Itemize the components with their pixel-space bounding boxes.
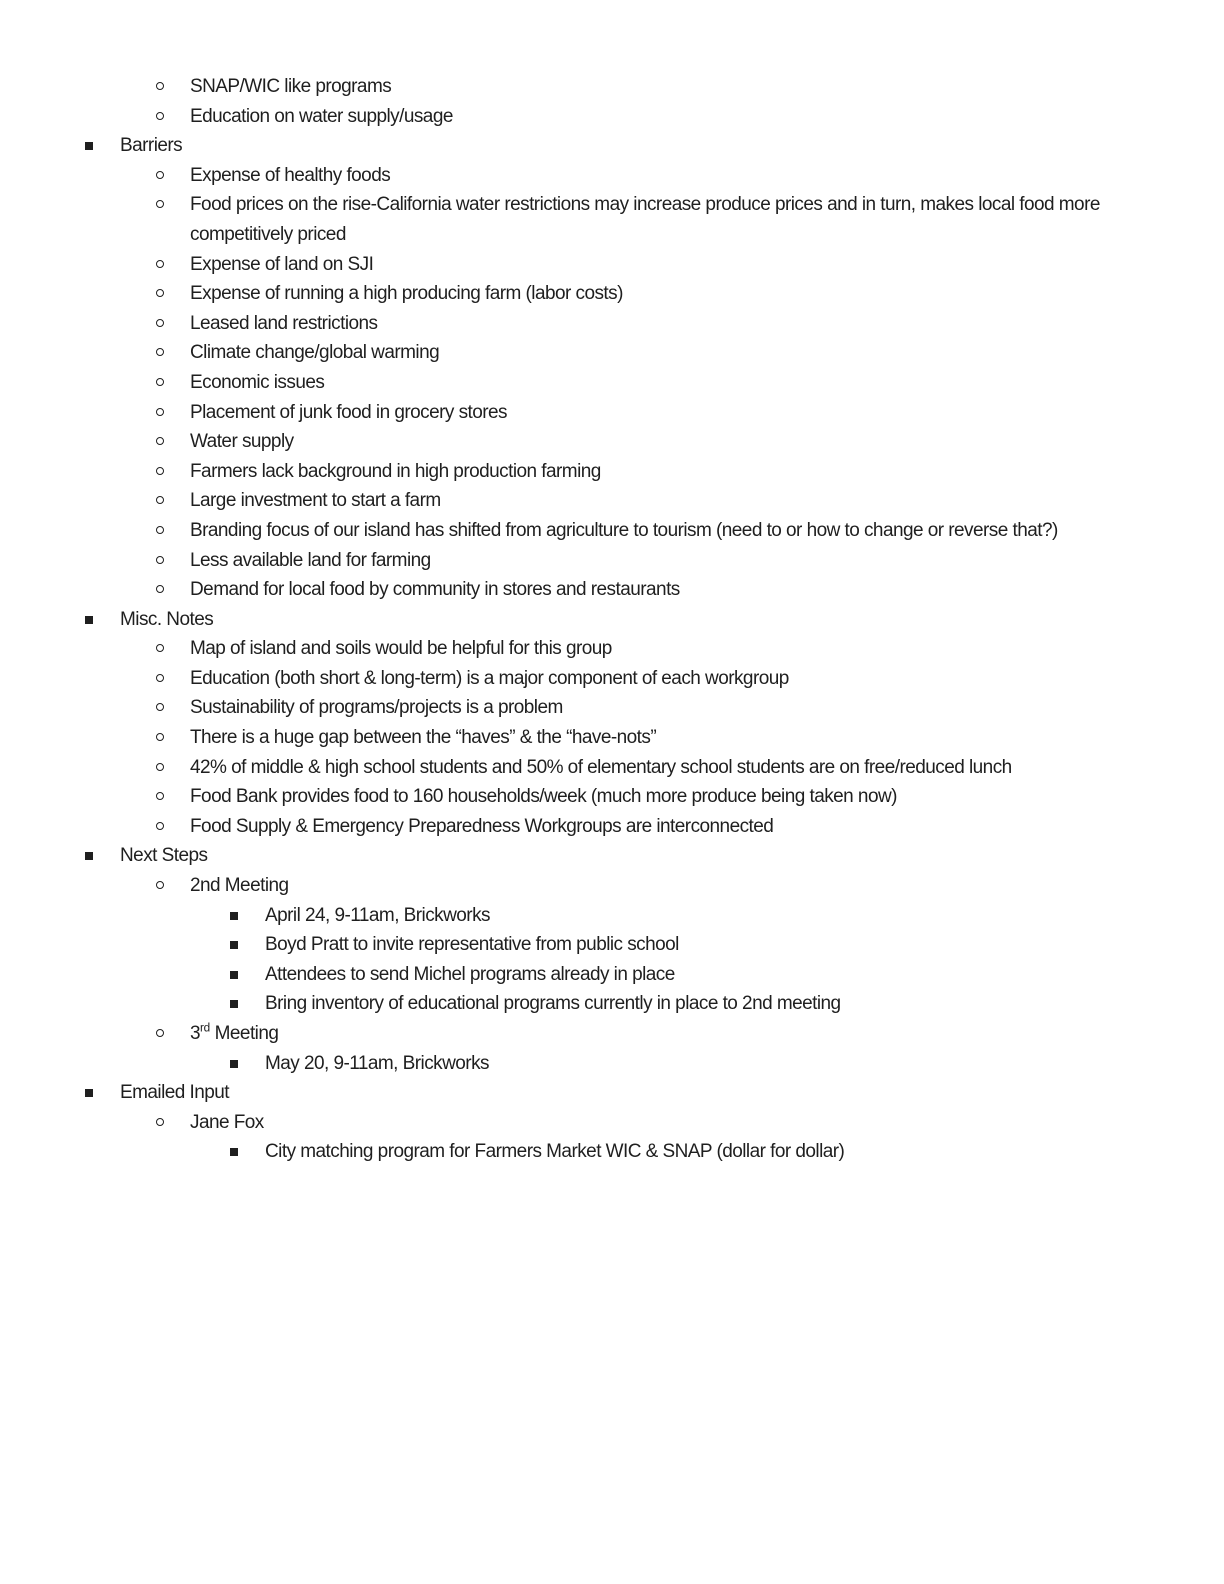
list-item-text: Leased land restrictions [190, 312, 378, 334]
list-item-text: Sustainability of programs/projects is a problem [190, 697, 563, 719]
list-item [0, 1137, 1224, 1167]
list-item [0, 634, 1224, 664]
bullet-square-icon [85, 142, 93, 150]
notes-list [0, 72, 1224, 1167]
list-item-text: Climate change/global warming [190, 342, 440, 364]
bullet-square-icon [230, 941, 238, 949]
list-item [0, 723, 1224, 753]
list-item [0, 753, 1224, 783]
list-item-text: Education (both short & long-term) is a major component of each workgroup [190, 667, 789, 689]
bullet-square-icon [230, 1060, 238, 1068]
list-item-text: Expense of land on SJI [190, 253, 374, 275]
list-item-text: SNAP/WIC like programs [190, 76, 392, 97]
list-item-text: Expense of healthy foods [190, 164, 391, 186]
list-item [0, 486, 1224, 516]
list-item [0, 516, 1224, 546]
bullet-circle-icon [156, 200, 164, 208]
list-item-text: Large investment to start a farm [190, 490, 441, 512]
bullet-square-icon [85, 1089, 93, 1097]
bullet-circle-icon [156, 526, 164, 534]
list-item [0, 131, 1224, 161]
list-item-text: Expense of running a high producing farm (labor costs) [190, 283, 623, 305]
list-item [0, 457, 1224, 487]
list-item-text: Bring inventory of educational programs currently in place to 2nd meeting [265, 993, 841, 1015]
list-item [0, 102, 1224, 132]
bullet-circle-icon [156, 112, 164, 120]
list-item [0, 72, 1224, 102]
list-item [0, 901, 1224, 931]
list-item [0, 427, 1224, 457]
bullet-circle-icon [156, 792, 164, 800]
bullet-circle-icon [156, 674, 164, 682]
list-item [0, 575, 1224, 605]
list-item [0, 398, 1224, 428]
bullet-circle-icon [156, 1029, 164, 1037]
list-item [0, 812, 1224, 842]
list-item-text: Attendees to send Michel programs already in place [265, 963, 675, 985]
bullet-circle-icon [156, 496, 164, 504]
list-item [0, 279, 1224, 309]
list-item [0, 161, 1224, 191]
list-item-text: Education on water supply/usage [190, 105, 453, 127]
list-item [0, 546, 1224, 576]
list-item [0, 338, 1224, 368]
bullet-circle-icon [156, 171, 164, 179]
list-item-text: There is a huge gap between the “haves” & the “have-nots” [190, 727, 657, 749]
list-item-text: Misc. Notes [120, 608, 214, 630]
list-item-text: Food prices on the rise-California water restrictions may increase produce prices and in turn, makes local food more competitively priced [190, 194, 1100, 245]
list-item-text: Economic issues [190, 371, 325, 393]
bullet-circle-icon [156, 82, 164, 90]
bullet-circle-icon [156, 408, 164, 416]
bullet-circle-icon [156, 319, 164, 327]
list-item [0, 664, 1224, 694]
ordinal-superscript: rd [200, 1021, 210, 1035]
bullet-circle-icon [156, 703, 164, 711]
list-item [0, 190, 1224, 249]
list-item [0, 693, 1224, 723]
list-item-text: Farmers lack background in high production farming [190, 460, 601, 482]
list-item [0, 1019, 1224, 1049]
list-item-text: Jane Fox [190, 1111, 264, 1133]
list-item-text: April 24, 9-11am, Brickworks [265, 904, 490, 926]
bullet-circle-icon [156, 585, 164, 593]
bullet-square-icon [230, 1000, 238, 1008]
list-item-text: Food Supply & Emergency Preparedness Workgroups are interconnected [190, 815, 774, 837]
list-item-text: Less available land for farming [190, 549, 431, 571]
bullet-circle-icon [156, 1118, 164, 1126]
bullet-square-icon [230, 1148, 238, 1156]
list-item-text: Demand for local food by community in stores and restaurants [190, 579, 680, 601]
list-item [0, 960, 1224, 990]
list-item [0, 1078, 1224, 1108]
list-item-text: Next Steps [120, 845, 208, 867]
bullet-circle-icon [156, 733, 164, 741]
bullet-circle-icon [156, 644, 164, 652]
list-item-text: City matching program for Farmers Market WIC & SNAP (dollar for dollar) [265, 1141, 845, 1163]
list-item-text: May 20, 9-11am, Brickworks [265, 1052, 489, 1074]
list-item-text: Food Bank provides food to 160 households/week (much more produce being taken now) [190, 786, 897, 808]
list-item-text: Barriers [120, 135, 183, 157]
bullet-circle-icon [156, 763, 164, 771]
bullet-circle-icon [156, 260, 164, 268]
bullet-square-icon [85, 616, 93, 624]
list-item [0, 841, 1224, 871]
bullet-circle-icon [156, 378, 164, 386]
list-item-text: Boyd Pratt to invite representative from public school [265, 934, 679, 956]
list-item [0, 989, 1224, 1019]
list-item-text: Branding focus of our island has shifted from agriculture to tourism (need to or how to change or reverse that?) [190, 519, 1058, 541]
list-item-text: Water supply [190, 431, 294, 453]
list-item [0, 1049, 1224, 1079]
list-item-text: 3rd Meeting [190, 1021, 279, 1044]
list-item-text: 2nd Meeting [190, 875, 289, 897]
list-item [0, 309, 1224, 339]
bullet-circle-icon [156, 881, 164, 889]
bullet-circle-icon [156, 437, 164, 445]
list-item [0, 605, 1224, 635]
list-item-text: Emailed Input [120, 1082, 230, 1104]
list-item-text: 42% of middle & high school students and 50% of elementary school students are on free/reduced lunch [190, 756, 1012, 778]
list-item-text: Placement of junk food in grocery stores [190, 401, 508, 423]
bullet-circle-icon [156, 348, 164, 356]
list-item [0, 871, 1224, 901]
bullet-circle-icon [156, 289, 164, 297]
bullet-square-icon [230, 912, 238, 920]
list-item [0, 368, 1224, 398]
bullet-circle-icon [156, 467, 164, 475]
list-item-text: Map of island and soils would be helpful for this group [190, 638, 612, 660]
list-item [0, 250, 1224, 280]
bullet-square-icon [85, 852, 93, 860]
list-item [0, 1108, 1224, 1138]
list-item [0, 782, 1224, 812]
bullet-circle-icon [156, 556, 164, 564]
list-item [0, 930, 1224, 960]
bullet-square-icon [230, 971, 238, 979]
bullet-circle-icon [156, 822, 164, 830]
